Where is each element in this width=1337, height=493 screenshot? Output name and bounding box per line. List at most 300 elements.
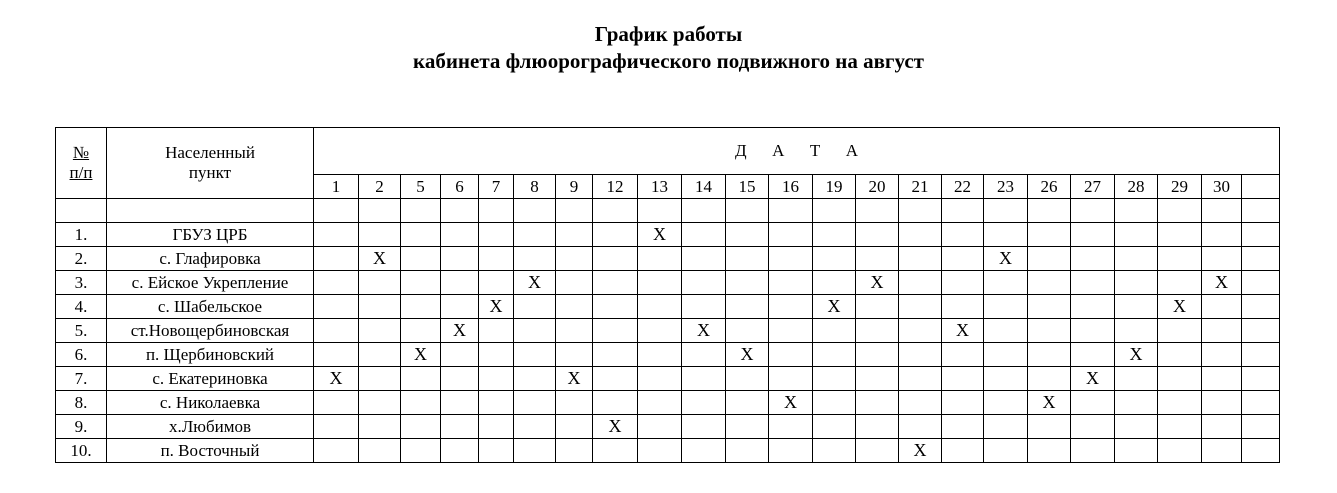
date-header-cell: 8 — [514, 175, 556, 199]
schedule-cell — [556, 271, 593, 295]
schedule-cell — [813, 439, 856, 463]
schedule-cell — [314, 319, 359, 343]
table-row — [56, 223, 1280, 247]
date-header-cell — [1242, 175, 1280, 199]
schedule-cell — [556, 247, 593, 271]
schedule-cell — [813, 319, 856, 343]
schedule-cell — [479, 247, 514, 271]
empty-cell — [1158, 199, 1202, 223]
schedule-cell — [726, 391, 769, 415]
empty-cell — [479, 199, 514, 223]
spacer-row — [56, 199, 1280, 223]
schedule-cell — [441, 391, 479, 415]
schedule-cell — [1242, 343, 1280, 367]
schedule-cell — [593, 391, 638, 415]
row-place: с. Глафировка — [107, 247, 314, 271]
schedule-cell — [1202, 343, 1242, 367]
row-number: 1. — [56, 223, 107, 247]
schedule-cell — [1202, 439, 1242, 463]
header-number: № п/п — [56, 128, 107, 199]
schedule-cell — [314, 223, 359, 247]
schedule-cell — [984, 343, 1028, 367]
schedule-cell — [1115, 439, 1158, 463]
schedule-cell — [1071, 295, 1115, 319]
schedule-cell — [1242, 295, 1280, 319]
schedule-cell — [1202, 223, 1242, 247]
schedule-cell — [942, 247, 984, 271]
empty-cell — [314, 199, 359, 223]
schedule-cell — [726, 247, 769, 271]
schedule-cell — [1115, 295, 1158, 319]
schedule-cell — [726, 319, 769, 343]
schedule-mark: X — [1158, 295, 1202, 319]
schedule-cell — [682, 247, 726, 271]
schedule-cell — [1115, 223, 1158, 247]
date-header-cell: 15 — [726, 175, 769, 199]
empty-cell — [769, 199, 813, 223]
schedule-cell — [1202, 247, 1242, 271]
schedule-cell — [441, 367, 479, 391]
schedule-cell — [514, 439, 556, 463]
schedule-cell — [1158, 223, 1202, 247]
schedule-cell — [401, 247, 441, 271]
schedule-cell — [1242, 367, 1280, 391]
table-row — [56, 391, 1280, 415]
schedule-mark: X — [1115, 343, 1158, 367]
schedule-cell — [479, 415, 514, 439]
schedule-cell — [899, 415, 942, 439]
schedule-cell — [1158, 343, 1202, 367]
schedule-mark: X — [479, 295, 514, 319]
empty-cell — [813, 199, 856, 223]
schedule-cell — [856, 247, 899, 271]
schedule-cell — [514, 343, 556, 367]
schedule-cell — [441, 295, 479, 319]
schedule-cell — [593, 439, 638, 463]
schedule-cell — [682, 415, 726, 439]
schedule-cell — [359, 415, 401, 439]
schedule-cell — [899, 223, 942, 247]
row-place: с. Шабельское — [107, 295, 314, 319]
schedule-cell — [813, 415, 856, 439]
schedule-cell — [1071, 343, 1115, 367]
schedule-cell — [638, 247, 682, 271]
schedule-cell — [1071, 415, 1115, 439]
table-row — [56, 343, 1280, 367]
schedule-cell — [1242, 391, 1280, 415]
schedule-cell — [401, 439, 441, 463]
row-place: с. Екатериновка — [107, 367, 314, 391]
date-header-cell: 2 — [359, 175, 401, 199]
schedule-cell — [856, 415, 899, 439]
date-header-cell: 20 — [856, 175, 899, 199]
schedule-cell — [1242, 223, 1280, 247]
schedule-cell — [556, 391, 593, 415]
schedule-cell — [769, 223, 813, 247]
schedule-cell — [1158, 391, 1202, 415]
table-row — [56, 439, 1280, 463]
schedule-cell — [479, 367, 514, 391]
schedule-cell — [638, 367, 682, 391]
schedule-cell — [984, 391, 1028, 415]
empty-cell — [1242, 199, 1280, 223]
schedule-cell — [401, 319, 441, 343]
schedule-cell — [314, 271, 359, 295]
schedule-cell — [514, 319, 556, 343]
schedule-cell — [813, 367, 856, 391]
schedule-cell — [682, 343, 726, 367]
schedule-cell — [314, 439, 359, 463]
schedule-cell — [638, 319, 682, 343]
schedule-cell — [1242, 247, 1280, 271]
date-header-cell: 16 — [769, 175, 813, 199]
schedule-cell — [638, 439, 682, 463]
schedule-cell — [682, 439, 726, 463]
schedule-cell — [314, 295, 359, 319]
schedule-cell — [638, 415, 682, 439]
schedule-cell — [726, 367, 769, 391]
schedule-cell — [359, 367, 401, 391]
schedule-mark: X — [899, 439, 942, 463]
schedule-cell — [314, 391, 359, 415]
schedule-cell — [856, 367, 899, 391]
date-header-cell: 21 — [899, 175, 942, 199]
schedule-mark: X — [1202, 271, 1242, 295]
date-header-cell: 9 — [556, 175, 593, 199]
schedule-cell — [479, 391, 514, 415]
schedule-cell — [1071, 247, 1115, 271]
schedule-cell — [856, 223, 899, 247]
row-place: ГБУЗ ЦРБ — [107, 223, 314, 247]
schedule-cell — [556, 343, 593, 367]
schedule-cell — [314, 247, 359, 271]
empty-cell — [1028, 199, 1071, 223]
empty-cell — [1071, 199, 1115, 223]
schedule-mark: X — [769, 391, 813, 415]
schedule-cell — [813, 343, 856, 367]
schedule-cell — [314, 415, 359, 439]
empty-cell — [984, 199, 1028, 223]
schedule-cell — [401, 415, 441, 439]
schedule-cell — [1115, 247, 1158, 271]
schedule-cell — [479, 319, 514, 343]
schedule-cell — [556, 223, 593, 247]
schedule-cell — [359, 319, 401, 343]
schedule-cell — [1242, 415, 1280, 439]
schedule-cell — [813, 247, 856, 271]
schedule-cell — [514, 247, 556, 271]
header-date-label: Д А Т А — [734, 141, 859, 160]
schedule-cell — [479, 223, 514, 247]
schedule-cell — [638, 343, 682, 367]
table-row — [56, 295, 1280, 319]
schedule-cell — [1028, 247, 1071, 271]
empty-cell — [726, 199, 769, 223]
schedule-cell — [593, 343, 638, 367]
schedule-cell — [856, 319, 899, 343]
schedule-cell — [769, 247, 813, 271]
date-header-cell: 26 — [1028, 175, 1071, 199]
empty-cell — [514, 199, 556, 223]
schedule-cell — [856, 343, 899, 367]
row-number: 9. — [56, 415, 107, 439]
schedule-cell — [942, 439, 984, 463]
empty-cell — [401, 199, 441, 223]
schedule-cell — [769, 319, 813, 343]
schedule-cell — [1028, 367, 1071, 391]
schedule-cell — [401, 223, 441, 247]
schedule-cell — [1158, 319, 1202, 343]
schedule-cell — [514, 223, 556, 247]
schedule-cell — [638, 271, 682, 295]
schedule-mark: X — [514, 271, 556, 295]
schedule-cell — [984, 295, 1028, 319]
schedule-cell — [1158, 367, 1202, 391]
schedule-cell — [401, 295, 441, 319]
schedule-cell — [514, 391, 556, 415]
schedule-cell — [441, 271, 479, 295]
date-header-cell: 13 — [638, 175, 682, 199]
schedule-cell — [441, 247, 479, 271]
schedule-cell — [556, 295, 593, 319]
schedule-cell — [682, 367, 726, 391]
schedule-cell — [593, 247, 638, 271]
row-place: ст.Новощербиновская — [107, 319, 314, 343]
schedule-cell — [682, 295, 726, 319]
schedule-cell — [769, 367, 813, 391]
row-number: 5. — [56, 319, 107, 343]
schedule-mark: X — [1071, 367, 1115, 391]
schedule-mark: X — [726, 343, 769, 367]
schedule-cell — [856, 295, 899, 319]
schedule-cell — [726, 415, 769, 439]
empty-cell — [682, 199, 726, 223]
schedule-cell — [1028, 415, 1071, 439]
schedule-cell — [1115, 415, 1158, 439]
schedule-cell — [1071, 439, 1115, 463]
schedule-cell — [942, 343, 984, 367]
empty-cell — [441, 199, 479, 223]
row-place: п. Восточный — [107, 439, 314, 463]
schedule-cell — [359, 295, 401, 319]
schedule-mark: X — [593, 415, 638, 439]
schedule-mark: X — [682, 319, 726, 343]
empty-cell — [942, 199, 984, 223]
date-header-cell: 1 — [314, 175, 359, 199]
schedule-cell — [401, 271, 441, 295]
row-number: 7. — [56, 367, 107, 391]
schedule-cell — [984, 319, 1028, 343]
schedule-cell — [1071, 271, 1115, 295]
schedule-cell — [984, 271, 1028, 295]
table-row — [56, 247, 1280, 271]
schedule-cell — [682, 223, 726, 247]
schedule-cell — [1028, 295, 1071, 319]
schedule-cell — [593, 295, 638, 319]
schedule-cell — [1028, 319, 1071, 343]
schedule-cell — [682, 391, 726, 415]
row-place: с. Ейское Укрепление — [107, 271, 314, 295]
schedule-cell — [769, 295, 813, 319]
schedule-cell — [1115, 271, 1158, 295]
schedule-mark: X — [942, 319, 984, 343]
date-header-cell: 22 — [942, 175, 984, 199]
table-row — [56, 367, 1280, 391]
schedule-mark: X — [441, 319, 479, 343]
date-header-cell: 27 — [1071, 175, 1115, 199]
schedule-cell — [899, 295, 942, 319]
row-number: 10. — [56, 439, 107, 463]
schedule-cell — [726, 271, 769, 295]
date-header-cell: 6 — [441, 175, 479, 199]
date-header-cell: 12 — [593, 175, 638, 199]
schedule-cell — [984, 367, 1028, 391]
schedule-cell — [1158, 247, 1202, 271]
schedule-mark: X — [1028, 391, 1071, 415]
empty-cell — [856, 199, 899, 223]
schedule-cell — [441, 439, 479, 463]
schedule-cell — [813, 271, 856, 295]
schedule-cell — [514, 415, 556, 439]
schedule-cell — [813, 391, 856, 415]
schedule-cell — [1115, 319, 1158, 343]
empty-cell — [899, 199, 942, 223]
schedule-cell — [314, 343, 359, 367]
date-header-cell: 30 — [1202, 175, 1242, 199]
schedule-cell — [942, 415, 984, 439]
schedule-cell — [479, 343, 514, 367]
schedule-table — [55, 127, 1280, 463]
empty-cell — [556, 199, 593, 223]
schedule-cell — [942, 367, 984, 391]
schedule-cell — [514, 367, 556, 391]
date-header-cell: 14 — [682, 175, 726, 199]
schedule-cell — [899, 319, 942, 343]
schedule-cell — [556, 415, 593, 439]
date-header-cell: 23 — [984, 175, 1028, 199]
schedule-cell — [514, 295, 556, 319]
schedule-cell — [726, 295, 769, 319]
date-header-cell: 29 — [1158, 175, 1202, 199]
schedule-cell — [726, 439, 769, 463]
empty-cell — [1202, 199, 1242, 223]
schedule-cell — [899, 271, 942, 295]
schedule-cell — [1071, 391, 1115, 415]
schedule-cell — [359, 223, 401, 247]
row-place: с. Николаевка — [107, 391, 314, 415]
row-number: 8. — [56, 391, 107, 415]
schedule-cell — [1202, 295, 1242, 319]
schedule-cell — [726, 223, 769, 247]
schedule-cell — [682, 271, 726, 295]
header-place: Населенный пункт — [107, 128, 314, 199]
document-subtitle: кабинета флюорографического подвижного на август — [413, 49, 924, 73]
table-row — [56, 319, 1280, 343]
empty-cell — [56, 199, 107, 223]
schedule-cell — [1158, 415, 1202, 439]
schedule-mark: X — [856, 271, 899, 295]
schedule-cell — [359, 439, 401, 463]
schedule-cell — [942, 223, 984, 247]
schedule-cell — [769, 271, 813, 295]
schedule-cell — [1202, 415, 1242, 439]
row-place: х.Любимов — [107, 415, 314, 439]
schedule-cell — [813, 223, 856, 247]
schedule-mark: X — [359, 247, 401, 271]
schedule-cell — [899, 391, 942, 415]
schedule-cell — [441, 415, 479, 439]
empty-cell — [107, 199, 314, 223]
schedule-cell — [556, 319, 593, 343]
schedule-cell — [942, 271, 984, 295]
schedule-cell — [401, 367, 441, 391]
schedule-cell — [1158, 439, 1202, 463]
schedule-cell — [769, 439, 813, 463]
schedule-cell — [1202, 319, 1242, 343]
schedule-cell — [1242, 271, 1280, 295]
schedule-cell — [556, 439, 593, 463]
empty-cell — [1115, 199, 1158, 223]
date-header-cell: 7 — [479, 175, 514, 199]
schedule-cell — [1242, 439, 1280, 463]
schedule-cell — [984, 415, 1028, 439]
schedule-cell — [984, 439, 1028, 463]
schedule-cell — [984, 223, 1028, 247]
schedule-cell — [359, 271, 401, 295]
schedule-cell — [1028, 223, 1071, 247]
schedule-cell — [593, 319, 638, 343]
schedule-cell — [942, 295, 984, 319]
schedule-cell — [1242, 319, 1280, 343]
schedule-cell — [1028, 343, 1071, 367]
schedule-cell — [856, 391, 899, 415]
schedule-cell — [1202, 367, 1242, 391]
schedule-cell — [359, 391, 401, 415]
document-title: График работы — [594, 22, 743, 46]
schedule-cell — [899, 343, 942, 367]
schedule-cell — [638, 295, 682, 319]
schedule-cell — [1158, 271, 1202, 295]
schedule-cell — [856, 439, 899, 463]
schedule-cell — [401, 391, 441, 415]
schedule-cell — [1115, 367, 1158, 391]
schedule-cell — [638, 391, 682, 415]
schedule-cell — [441, 343, 479, 367]
schedule-cell — [899, 367, 942, 391]
schedule-cell — [1202, 391, 1242, 415]
schedule-cell — [359, 343, 401, 367]
schedule-cell — [479, 271, 514, 295]
header-date — [314, 128, 1280, 175]
schedule-mark: X — [401, 343, 441, 367]
schedule-cell — [942, 391, 984, 415]
schedule-mark: X — [556, 367, 593, 391]
row-number: 6. — [56, 343, 107, 367]
empty-cell — [638, 199, 682, 223]
date-header-cell: 19 — [813, 175, 856, 199]
schedule-cell — [1071, 319, 1115, 343]
row-number: 4. — [56, 295, 107, 319]
schedule-cell — [1071, 223, 1115, 247]
schedule-cell — [769, 415, 813, 439]
schedule-cell — [769, 343, 813, 367]
row-number: 2. — [56, 247, 107, 271]
table-row — [56, 415, 1280, 439]
date-header-cell: 5 — [401, 175, 441, 199]
schedule-cell — [1115, 391, 1158, 415]
schedule-cell — [593, 223, 638, 247]
empty-cell — [593, 199, 638, 223]
